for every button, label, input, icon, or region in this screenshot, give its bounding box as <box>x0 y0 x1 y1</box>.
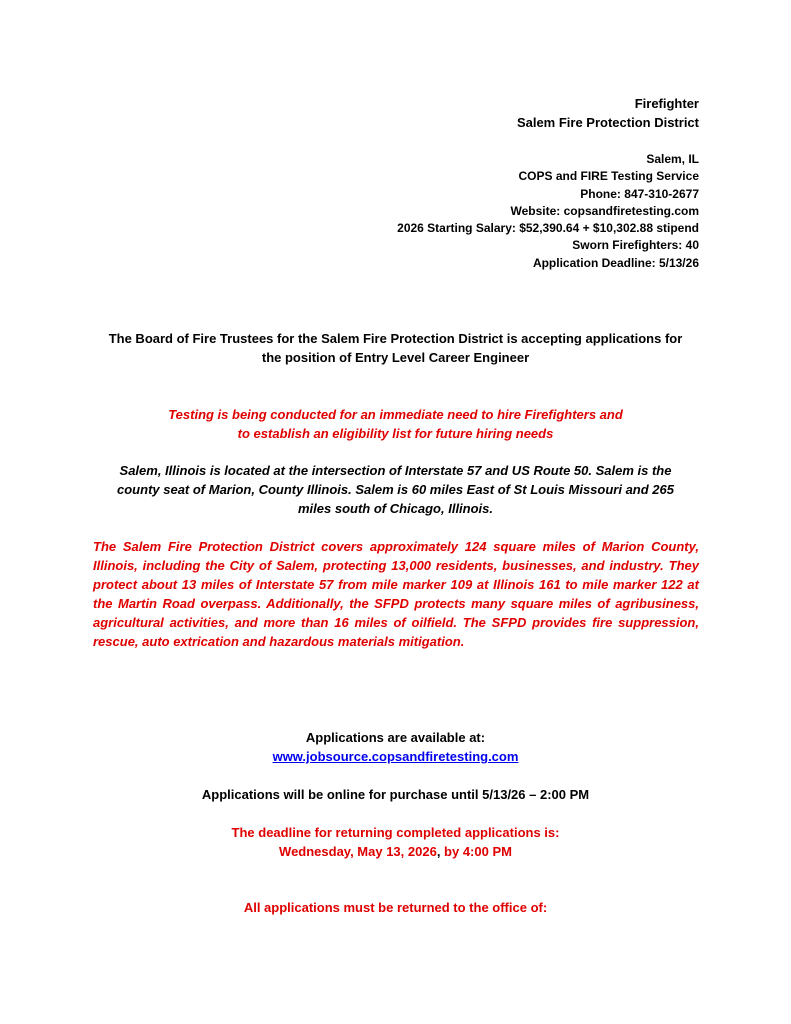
return-office-notice: All applications must be returned to the office of: <box>243 900 548 915</box>
online-until: Applications will be online for purchase until 5/13/26 – 2:00 PM <box>201 787 590 802</box>
application-deadline: Application Deadline: 5/13/26 <box>532 255 699 270</box>
location-line: county seat of Marion, County Illinois. Salem is 60 miles East of St Louis Missouri and 265 <box>117 482 674 497</box>
testing-line: to establish an eligibility list for future hiring needs <box>237 426 554 441</box>
return-deadline-time: by 4:00 PM <box>440 844 512 859</box>
return-deadline-day: Wednesday, May 13, 2026 <box>279 844 437 859</box>
location-line: Salem, Illinois is located at the intersection of Interstate 57 and US Route 50. Salem is the <box>119 463 672 478</box>
applications-label: Applications are available at: <box>305 730 486 745</box>
return-deadline-date <box>90 842 701 861</box>
intro-paragraph <box>90 329 701 367</box>
applications-link[interactable]: www.jobsource.copsandfiretesting.com <box>272 749 519 764</box>
job-title: Firefighter <box>634 96 699 111</box>
job-header <box>397 94 699 272</box>
intro-line: The Board of Fire Trustees for the Salem Fire Protection District is accepting applications for <box>108 331 683 346</box>
return-deadline-comma: , <box>436 844 441 859</box>
applications-link-row <box>90 747 701 766</box>
sworn-firefighters: Sworn Firefighters: 40 <box>572 238 699 253</box>
phone-number: Phone: 847-310-2677 <box>580 186 699 201</box>
job-title-block <box>397 94 699 132</box>
job-details <box>397 151 699 272</box>
location-line: miles south of Chicago, Illinois. <box>297 501 494 516</box>
district-paragraph: The Salem Fire Protection District covers approximately 124 square miles of Marion County, Illinois, including the City of Salem, protecting 13,000 residents, businesses, and industry. They protect about 13 miles of Interstate 57 from mile marker 109 at Illinois 161 to mile marker 122 at the Martin Road overpass. Additionally, the SFPD protects many square miles of agribusiness, agricultural activities, and more than 16 miles of oilfield. The SFPD provides fire suppression, rescue, auto extrication and hazardous materials mitigation. <box>93 539 699 649</box>
website: Website: copsandfiretesting.com <box>510 203 699 218</box>
intro-line: the position of Entry Level Career Engineer <box>261 350 530 365</box>
testing-notice <box>90 405 701 443</box>
testing-service: COPS and FIRE Testing Service <box>518 169 699 184</box>
return-deadline <box>90 823 701 861</box>
testing-line: Testing is being conducted for an immediate need to hire Firefighters and <box>168 407 623 422</box>
return-deadline-line: The deadline for returning completed applications is: <box>231 825 560 840</box>
location-paragraph <box>90 461 701 518</box>
starting-salary: 2026 Starting Salary: $52,390.64 + $10,302.88 stipend <box>397 221 699 236</box>
district-name: Salem Fire Protection District <box>516 115 699 130</box>
job-location: Salem, IL <box>646 152 699 166</box>
